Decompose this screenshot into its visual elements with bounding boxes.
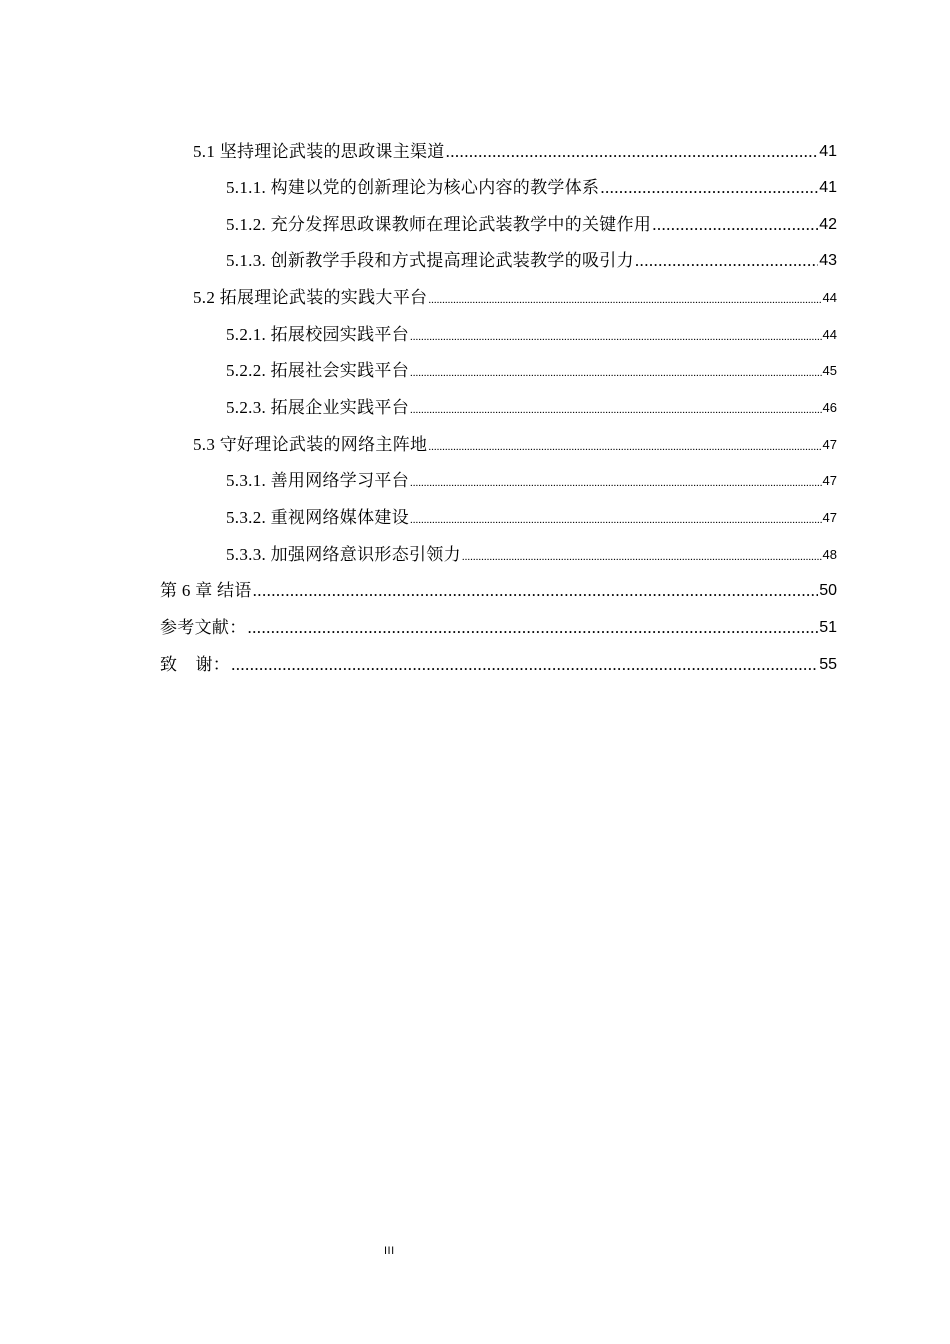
- toc-entry[interactable]: [226, 356, 837, 382]
- toc-leader-dots: [410, 364, 822, 382]
- toc-page-number: 44: [822, 290, 837, 305]
- toc-entry[interactable]: [226, 503, 837, 529]
- toc-entry-title: 5.2.3. 拓展企业实践平台: [226, 398, 409, 417]
- toc-leader-dots: [410, 474, 822, 492]
- toc-leader-dots: [253, 580, 819, 602]
- toc-entry[interactable]: [160, 650, 837, 676]
- toc-entry-title: 5.3.2. 重视网络媒体建设: [226, 508, 409, 527]
- toc-leader-dots: [410, 511, 822, 529]
- toc-page-number: 45: [822, 363, 837, 378]
- toc-entry-title: 5.3.1. 善用网络学习平台: [226, 471, 409, 490]
- toc-page-number: 47: [822, 473, 837, 488]
- toc-leader-dots: [410, 401, 822, 419]
- toc-page-number: 50: [819, 582, 837, 599]
- toc-entry-title: 5.1.1. 构建以党的创新理论为核心内容的教学体系: [226, 178, 600, 197]
- toc-page-number: 47: [822, 510, 837, 525]
- toc-page-number: 55: [819, 656, 837, 673]
- toc-entry-title: 5.3 守好理论武装的网络主阵地: [193, 435, 428, 454]
- toc-entry[interactable]: [226, 320, 837, 346]
- toc-page-number: 46: [822, 400, 837, 415]
- toc-leader-dots: [652, 214, 818, 236]
- toc-page-number: 41: [819, 143, 837, 160]
- toc-entry[interactable]: [160, 613, 837, 639]
- page-number-footer: III: [384, 1245, 395, 1257]
- toc-entry[interactable]: [226, 210, 837, 236]
- toc-entry-title: 参考文献：: [160, 618, 247, 637]
- toc-entry-title: 致 谢：: [160, 655, 231, 674]
- toc-entry[interactable]: [226, 173, 837, 199]
- toc-leader-dots: [428, 438, 821, 456]
- toc-entry[interactable]: [226, 466, 837, 492]
- toc-page-number: 48: [822, 547, 837, 562]
- toc-page-number: 51: [819, 619, 837, 636]
- toc-leader-dots: [410, 328, 822, 346]
- toc-entry-title: 5.1.2. 充分发挥思政课教师在理论武装教学中的关键作用: [226, 215, 652, 234]
- toc-leader-dots: [635, 250, 818, 272]
- toc-leader-dots: [428, 291, 821, 309]
- toc-entry-title: 第 6 章 结语: [160, 581, 252, 600]
- toc-leader-dots: [462, 548, 822, 566]
- toc-entry-title: 5.2.2. 拓展社会实践平台: [226, 361, 409, 380]
- toc-entry[interactable]: [226, 540, 837, 566]
- toc-leader-dots: [600, 177, 818, 199]
- toc-page-number: 44: [822, 327, 837, 342]
- toc-page-number: 41: [819, 179, 837, 196]
- toc-page-number: 47: [822, 437, 837, 452]
- toc-entry[interactable]: [193, 137, 837, 163]
- toc-page-number: 43: [819, 252, 837, 269]
- toc-entry-title: 5.3.3. 加强网络意识形态引领力: [226, 545, 461, 564]
- toc-entry-title: 5.2.1. 拓展校园实践平台: [226, 325, 409, 344]
- toc-entry[interactable]: [160, 576, 837, 602]
- toc-leader-dots: [248, 617, 819, 639]
- toc-entry[interactable]: [226, 246, 837, 272]
- toc-page-number: 42: [819, 216, 837, 233]
- toc-entry[interactable]: [226, 393, 837, 419]
- toc-entry[interactable]: [193, 283, 837, 309]
- toc-leader-dots: [446, 141, 819, 163]
- toc-entry-title: 5.2 拓展理论武装的实践大平台: [193, 288, 428, 307]
- toc-entry-title: 5.1.3. 创新教学手段和方式提高理论武装教学的吸引力: [226, 251, 634, 270]
- toc-leader-dots: [231, 654, 818, 676]
- toc-entry-title: 5.1 坚持理论武装的思政课主渠道: [193, 142, 445, 161]
- toc-entry[interactable]: [193, 430, 837, 456]
